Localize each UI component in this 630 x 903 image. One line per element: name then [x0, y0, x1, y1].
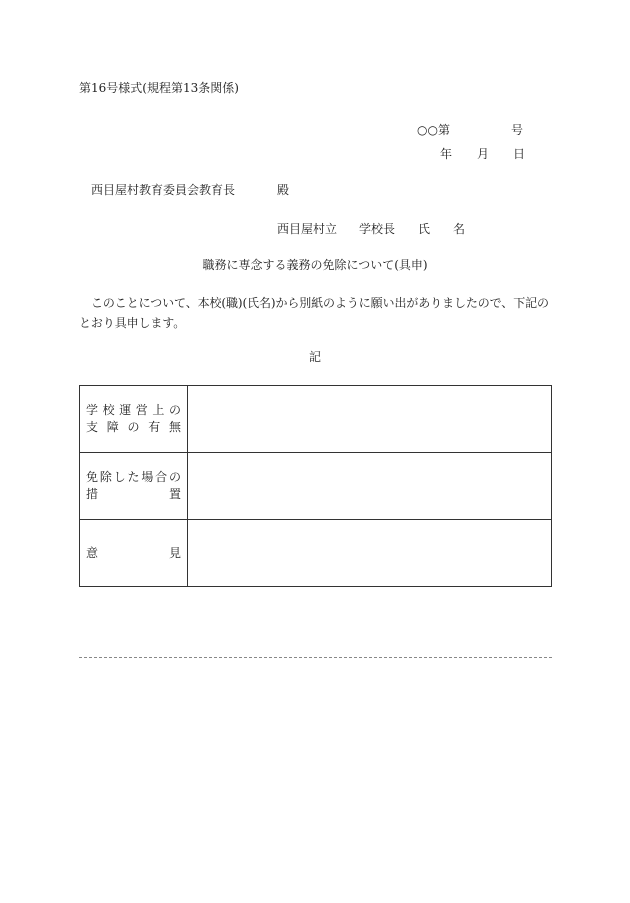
date-month: 月: [477, 147, 490, 161]
label-line: 意 見: [86, 545, 181, 560]
ki-heading: 記: [308, 350, 321, 364]
document-number: [417, 124, 527, 138]
row-label: [80, 520, 188, 587]
sender-school: 西目屋村立: [277, 222, 338, 236]
sender-name-2: 名: [453, 222, 466, 236]
document-date: [440, 148, 530, 162]
label-line: 学 校 運 営 上 の: [86, 403, 181, 417]
row-value-field[interactable]: [188, 520, 552, 587]
sender-title: 学校長: [359, 222, 396, 236]
label-line: 措 置: [86, 487, 181, 501]
date-day: 日: [513, 147, 526, 161]
label-line: 支 障 の 有 無: [86, 420, 181, 434]
table-row: [80, 386, 552, 453]
table-row: [80, 520, 552, 587]
date-year: 年: [440, 147, 453, 161]
row-value-field[interactable]: [188, 453, 552, 520]
body-paragraph: このことについて、本校(職)(氏名)から別紙のように願い出がありましたので、下記のとおり具申します。: [79, 296, 549, 330]
document-number-prefix: ○○第: [417, 123, 450, 137]
recipient-name: 西目屋村教育委員会教育長: [91, 183, 236, 197]
row-label: [80, 386, 188, 453]
document-number-suffix: 号: [511, 123, 524, 137]
form-number: 第16号様式(規程第13条関係): [79, 81, 239, 95]
table-row: [80, 453, 552, 520]
document-title: 職務に専念する義務の免除について(具申): [202, 258, 428, 272]
recipient-honorific: 殿: [277, 183, 290, 197]
row-label: [80, 453, 188, 520]
dashed-divider: [79, 657, 552, 658]
sender: [277, 223, 477, 237]
sender-name-1: 氏: [418, 222, 431, 236]
form-table: [79, 385, 552, 587]
row-value-field[interactable]: [188, 386, 552, 453]
label-line: 免 除 し た 場 合 の: [86, 470, 181, 484]
